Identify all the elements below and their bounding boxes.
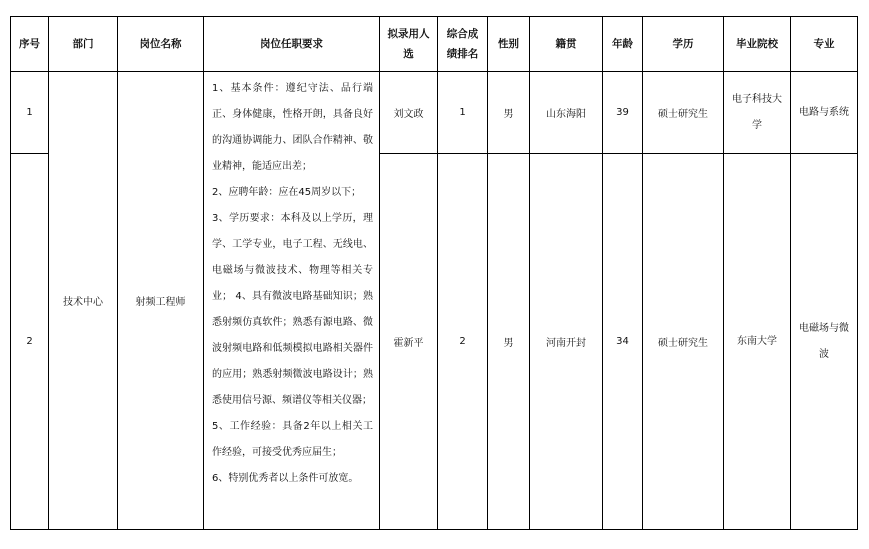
requirement-item: 5、工作经验：具备2年以上相关工作经验，可接受优秀应届生； — [212, 421, 373, 458]
cell-age: 34 — [603, 154, 643, 530]
header-rank: 综合成绩排名 — [438, 17, 488, 72]
cell-candidate: 霍新平 — [380, 154, 438, 530]
cell-requirements — [204, 72, 380, 530]
cell-origin: 山东海阳 — [530, 72, 603, 154]
header-major: 专业 — [791, 17, 858, 72]
cell-gender: 男 — [488, 72, 530, 154]
cell-major: 电路与系统 — [791, 72, 858, 154]
header-education: 学历 — [643, 17, 724, 72]
cell-position: 射频工程师 — [118, 72, 204, 530]
requirement-item: 3、学历要求：本科及以上学历，理学、工学专业，电子工程、无线电、电磁场与微波技术、物理等相关专业； — [212, 213, 373, 302]
cell-education: 硕士研究生 — [643, 72, 724, 154]
cell-education: 硕士研究生 — [643, 154, 724, 530]
requirement-item: 4、具有微波电路基础知识；熟悉射频仿真软件；熟悉有源电路、微波射频电路和低频模拟电路相关器件的应用；熟悉射频微波电路设计；熟悉使用信号源、频谱仪等相关仪器； — [212, 291, 373, 406]
cell-seq: 2 — [11, 154, 49, 530]
header-age: 年龄 — [603, 17, 643, 72]
header-gender: 性别 — [488, 17, 530, 72]
cell-candidate: 刘文政 — [380, 72, 438, 154]
table-row — [11, 72, 858, 154]
cell-seq: 1 — [11, 72, 49, 154]
requirement-item: 1、基本条件：遵纪守法、品行端正、身体健康，性格开朗，具备良好的沟通协调能力、团队合作精神、敬业精神，能适应出差； — [212, 83, 373, 172]
header-requirements: 岗位任职要求 — [204, 17, 380, 72]
header-candidate: 拟录用人选 — [380, 17, 438, 72]
cell-dept: 技术中心 — [49, 72, 118, 530]
requirement-item: 2、应聘年龄：应在45周岁以下； — [212, 187, 362, 198]
header-seq: 序号 — [11, 17, 49, 72]
cell-major: 电磁场与微波 — [791, 154, 858, 530]
cell-rank: 1 — [438, 72, 488, 154]
header-school: 毕业院校 — [724, 17, 791, 72]
requirement-item: 6、特别优秀者以上条件可放宽。 — [212, 473, 359, 484]
cell-gender: 男 — [488, 154, 530, 530]
cell-rank: 2 — [438, 154, 488, 530]
header-position: 岗位名称 — [118, 17, 204, 72]
header-dept: 部门 — [49, 17, 118, 72]
cell-school: 电子科技大学 — [724, 72, 791, 154]
recruitment-table — [10, 16, 858, 530]
cell-school: 东南大学 — [724, 154, 791, 530]
header-origin: 籍贯 — [530, 17, 603, 72]
cell-origin: 河南开封 — [530, 154, 603, 530]
header-row — [11, 17, 858, 72]
cell-age: 39 — [603, 72, 643, 154]
